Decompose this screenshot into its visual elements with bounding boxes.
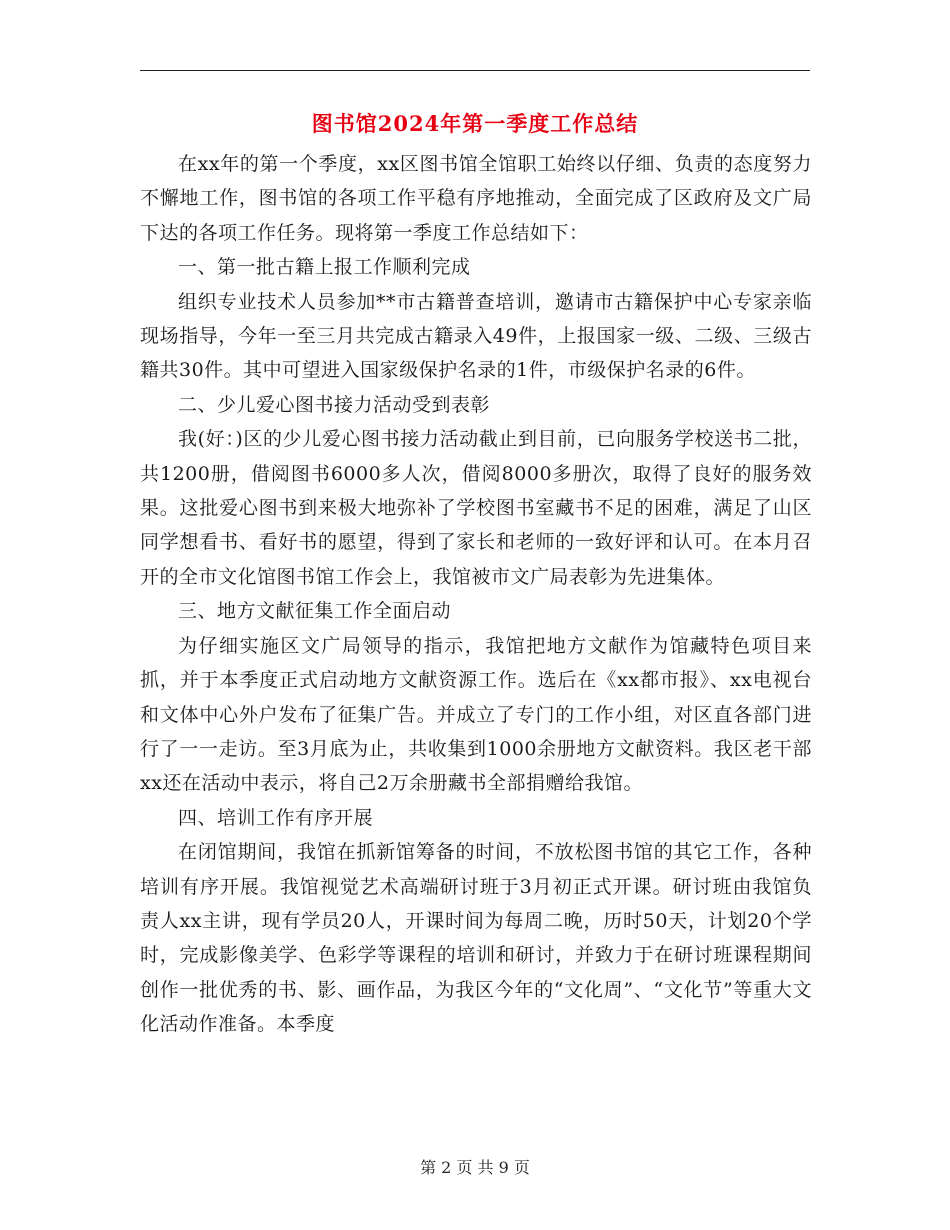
section-heading-2: 二、少儿爱心图书接力活动受到表彰 (178, 393, 491, 416)
section-paragraph-2: 我(好：)区的少儿爱心图书接力活动截止到目前，已向服务学校送书二批，共1200册，借阅图书6000多人次，借阅8000多册次，取得了良好的服务效果。这批爱心图书到来极大地弥补了学校图书室藏书不足的困难，满足了山区 同学想看书、看好书的愿望，得到了家长和老师的一致好评和认可。在本月召开的全市文化馆图书馆工作会上，我馆被市文广局表彰为先进集体。 (140, 428, 812, 588)
section-heading-4: 四、培训工作有序开展 (178, 806, 374, 829)
section-paragraph-4: 在闭馆期间，我馆在抓新馆筹备的时间，不放松图书馆的其它工作，各种培训有序开展。我馆视觉艺术高端研讨班于3月初正式开课。研讨班由我馆负责人xx主讲，现有学员20人，开课时间为每周二晚，历时50天，计划20个学时，完成影像美学、色彩学等课程的培训和研讨，并致力于在研讨班课程期间创作一批优秀的书、影、画作品，为我区今年的“文化周”、“文化节”等重大文化活动作准备。本季度 (140, 841, 812, 1036)
intro-paragraph: 在xx年的第一个季度，xx区图书馆全馆职工始终以仔细、负责的态度努力不懈地工作，图书馆的各项工作平稳有序地推动，全面完成了区政府及文广局下达的各项工作任务。现将第一季度工作总结如下： (140, 153, 812, 244)
section-paragraph-1: 组织专业技术人员参加**市古籍普查培训，邀请市古籍保护中心专家亲临现场指导，今年一至三月共完成古籍录入49件，上报国家一级、二级、三级古籍共30件。其中可望进入国家级保护名录的1件，市级保护名录的6件。 (140, 290, 812, 382)
section-heading-3: 三、地方文献征集工作全面启动 (178, 600, 452, 623)
section-paragraph-3: 为仔细实施区文广局领导的指示，我馆把地方文献作为馆藏特色项目来抓，并于本季度正式启动地方文献资源工作。选后在《xx都市报》、xx电视台和文体中心外户发布了征集广告。并成立了专门的工作小组，对区直各部门进行了一一走访。至3月底为止，共收集到1000余册地方文献资料。我区老干部xx还在活动中表示，将自己2万余册藏书全部捐赠给我馆。 (140, 634, 812, 795)
page-number: 第 2 页 共 9 页 (420, 1158, 530, 1177)
document-body (140, 147, 812, 1042)
document-title: 图书馆2024年第一季度工作总结 (311, 111, 639, 136)
section-heading-1: 一、第一批古籍上报工作顺利完成 (178, 256, 471, 279)
header-rule (140, 70, 810, 71)
